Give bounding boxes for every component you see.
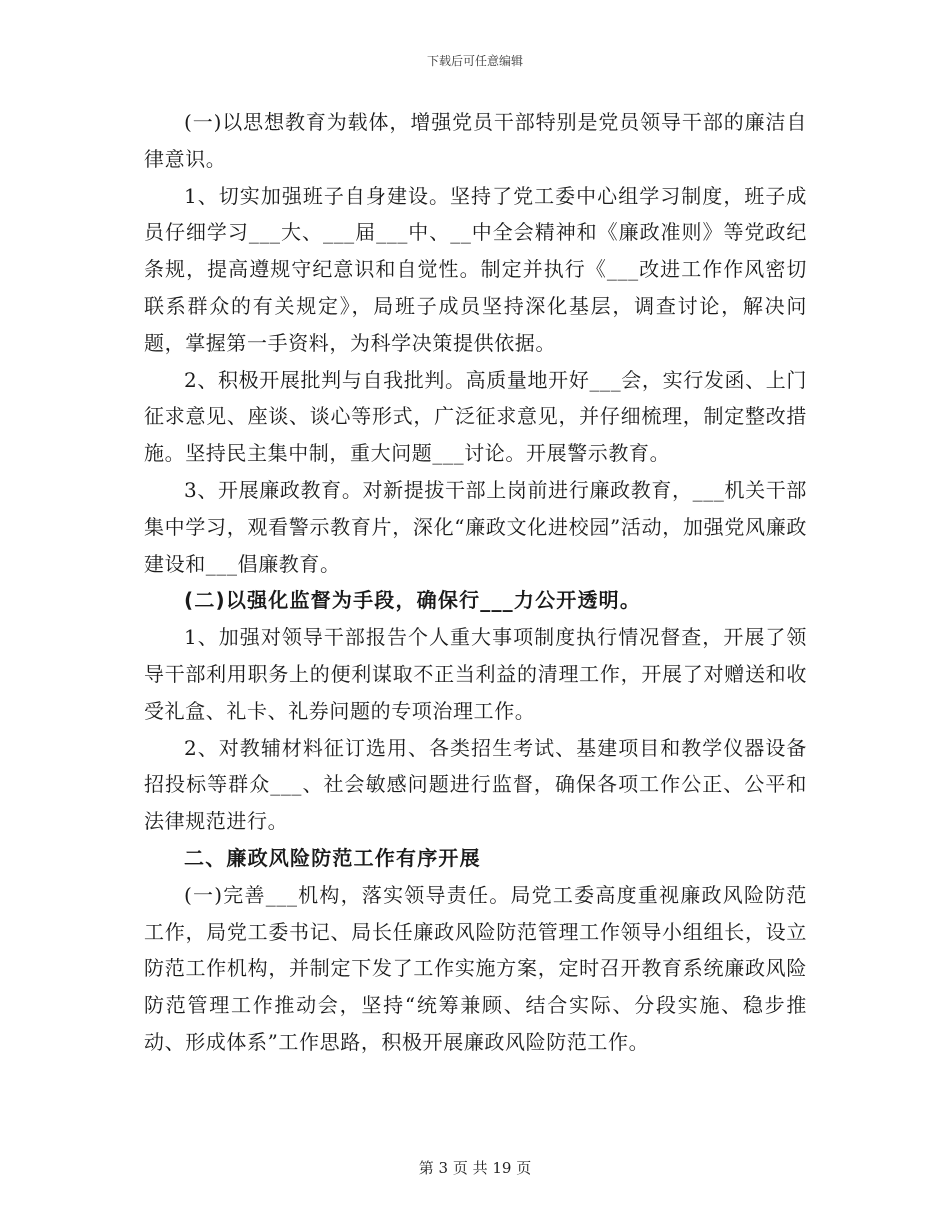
- paragraph-integrity-education: 3、开展廉政教育。对新提拔干部上岗前进行廉政教育，___机关干部集中学习，观看警示教育片，深化“廉政文化进校园”活动，加强党风廉政建设和___倡廉教育。: [144, 477, 807, 576]
- page-header-note: 下载后可任意编辑: [426, 54, 523, 68]
- paragraph-sensitive-issues: 2、对教辅材料征订选用、各类招生考试、基建项目和教学仪器设备招投标等群众___、社会敏感问题进行监督，确保各项工作公正、公平和法律规范进行。: [144, 735, 807, 834]
- section-heading-risk-prevention: 二、廉政风险防范工作有序开展: [184, 845, 481, 870]
- paragraph-risk-organization: (一)完善___机构，落实领导责任。局党工委高度重视廉政风险防范工作，局党工委书记、局长任廉政风险防范管理工作领导小组组长，设立防范工作机构，并制定下发了工作实施方案，定时召开教育系统廉政风险防范管理工作推动会，坚持“统筹兼顾、结合实际、分段实施、稳步推动、形成体系”工作思路，积极开展廉政风险防范工作。: [144, 882, 807, 1054]
- section-heading-supervision: (二)以强化监督为手段，确保行___力公开透明。: [184, 588, 642, 613]
- paragraph-criticism: 2、积极开展批判与自我批判。高质量地开好___会，实行发函、上门征求意见、座谈、谈心等形式，广泛征求意见，并仔细梳理，制定整改措施。坚持民主集中制，重大问题___讨论。开展警示教育。: [144, 367, 807, 466]
- paragraph-report-supervision: 1、加强对领导干部报告个人重大事项制度执行情况督查，开展了领导干部利用职务上的便利谋取不正当利益的清理工作，开展了对赠送和收受礼盒、礼卡、礼券问题的专项治理工作。: [144, 625, 807, 723]
- page-number-footer: 第 3 页 共 19 页: [418, 1159, 532, 1177]
- paragraph-team-building: 1、切实加强班子自身建设。坚持了党工委中心组学习制度，班子成员仔细学习___大、___届___中、__中全会精神和《廉政准则》等党政纪条规，提高遵规守纪意识和自觉性。制定并执行《___改进工作作风密切联系群众的有关规定》，局班子成员坚持深化基层，调查讨论，解决问题，掌握第一手资料，为科学决策提供依据。: [144, 183, 807, 355]
- section-heading-ideological-education: (一)以思想教育为载体，增强党员干部特别是党员领导干部的廉洁自律意识。: [144, 110, 807, 171]
- document-body: [144, 104, 807, 1061]
